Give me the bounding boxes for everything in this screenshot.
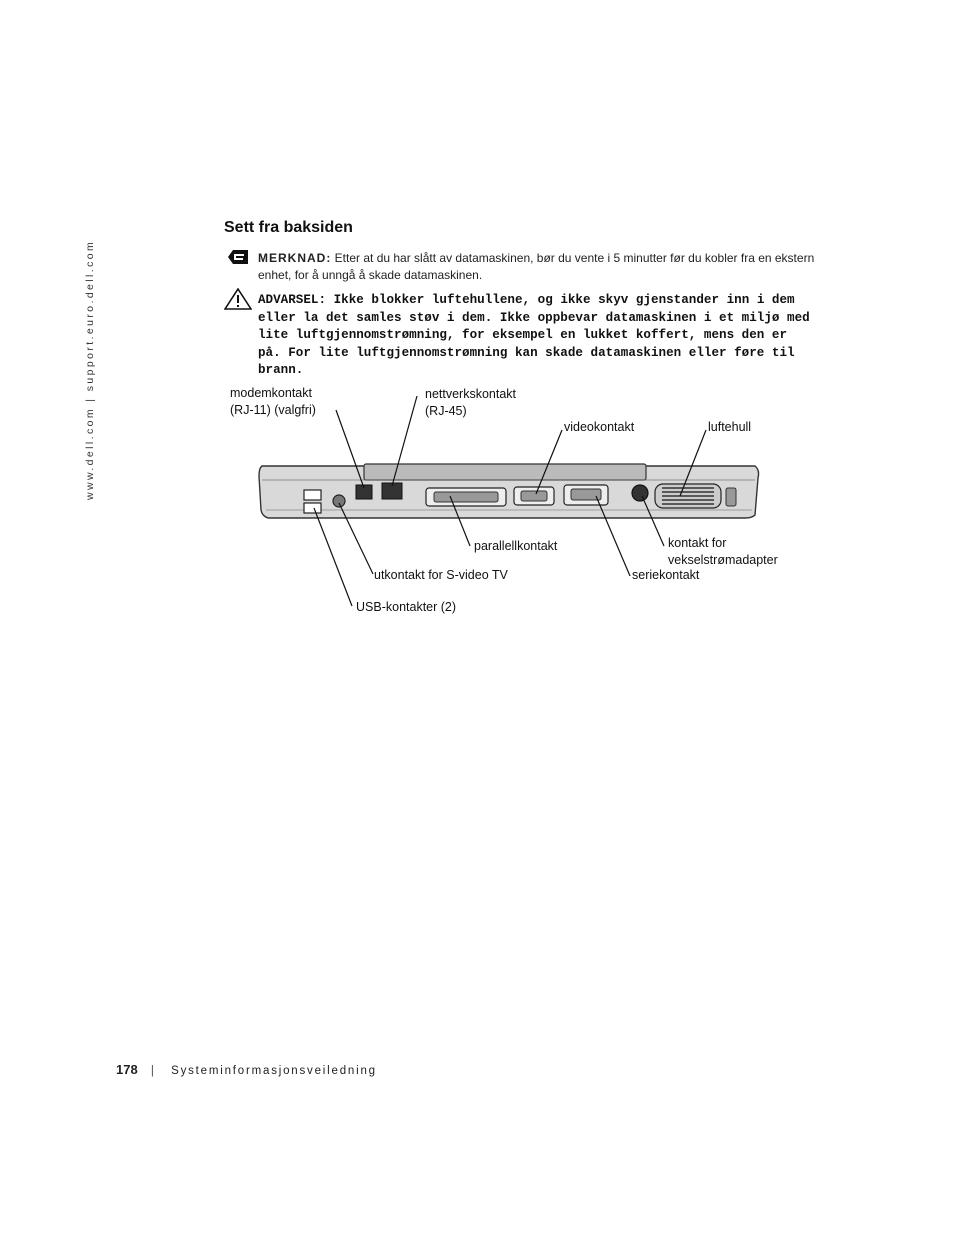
- video-port: [514, 487, 554, 505]
- callout-ac-line1: kontakt for: [668, 536, 727, 550]
- callout-modem-line2: (RJ-11) (valgfri): [230, 403, 316, 417]
- footer-separator: |: [150, 1065, 154, 1077]
- section-title: Sett fra baksiden: [224, 219, 353, 236]
- warning-label: ADVARSEL:: [258, 293, 327, 307]
- callout-parallel: parallellkontakt: [474, 539, 558, 553]
- note-label: MERKNAD:: [258, 251, 332, 265]
- callout-network-line2: (RJ-45): [425, 404, 467, 418]
- page-footer: [116, 1062, 377, 1077]
- parallel-port: [426, 488, 506, 506]
- callout-svideo: utkontakt for S-video TV: [374, 568, 508, 582]
- callout-modem-line1: modemkontakt: [230, 386, 312, 400]
- callout-vents: luftehull: [708, 420, 752, 434]
- callout-modem: [230, 385, 316, 419]
- callout-usb: USB-kontakter (2): [356, 600, 457, 614]
- callout-video: videokontakt: [564, 420, 635, 434]
- warning-text: Ikke blokker luftehullene, og ikke skyv gjenstander inn i dem eller la det samles støv i dem. Ikke oppbevar datamaskinen i et miljø med lite luftgjennomstrømning, for eksempel en lukket koffert, mens den er på. For lite luftgjennomstrømning kan skade datamaskinen eller føre til brann.: [258, 293, 810, 377]
- serial-port: [564, 485, 608, 505]
- sidebar-url: www.dell.com | support.euro.dell.com: [84, 239, 96, 500]
- ac-adapter-port: [632, 485, 648, 501]
- page-number: 178: [116, 1062, 138, 1077]
- callout-network-line1: nettverkskontakt: [425, 387, 517, 401]
- callout-network: [425, 386, 516, 420]
- callout-ac-adapter: [668, 535, 778, 569]
- callout-ac-line2: vekselstrømadapter: [668, 553, 778, 567]
- note-text: Etter at du har slått av datamaskinen, bør du vente i 5 minutter før du kobler fra en ekstern enhet, for å unngå å skade datamaskinen.: [258, 251, 815, 282]
- callout-serial: seriekontakt: [632, 568, 700, 582]
- svideo-port: [333, 495, 345, 507]
- doc-title: Systeminformasjonsveiledning: [171, 1065, 377, 1077]
